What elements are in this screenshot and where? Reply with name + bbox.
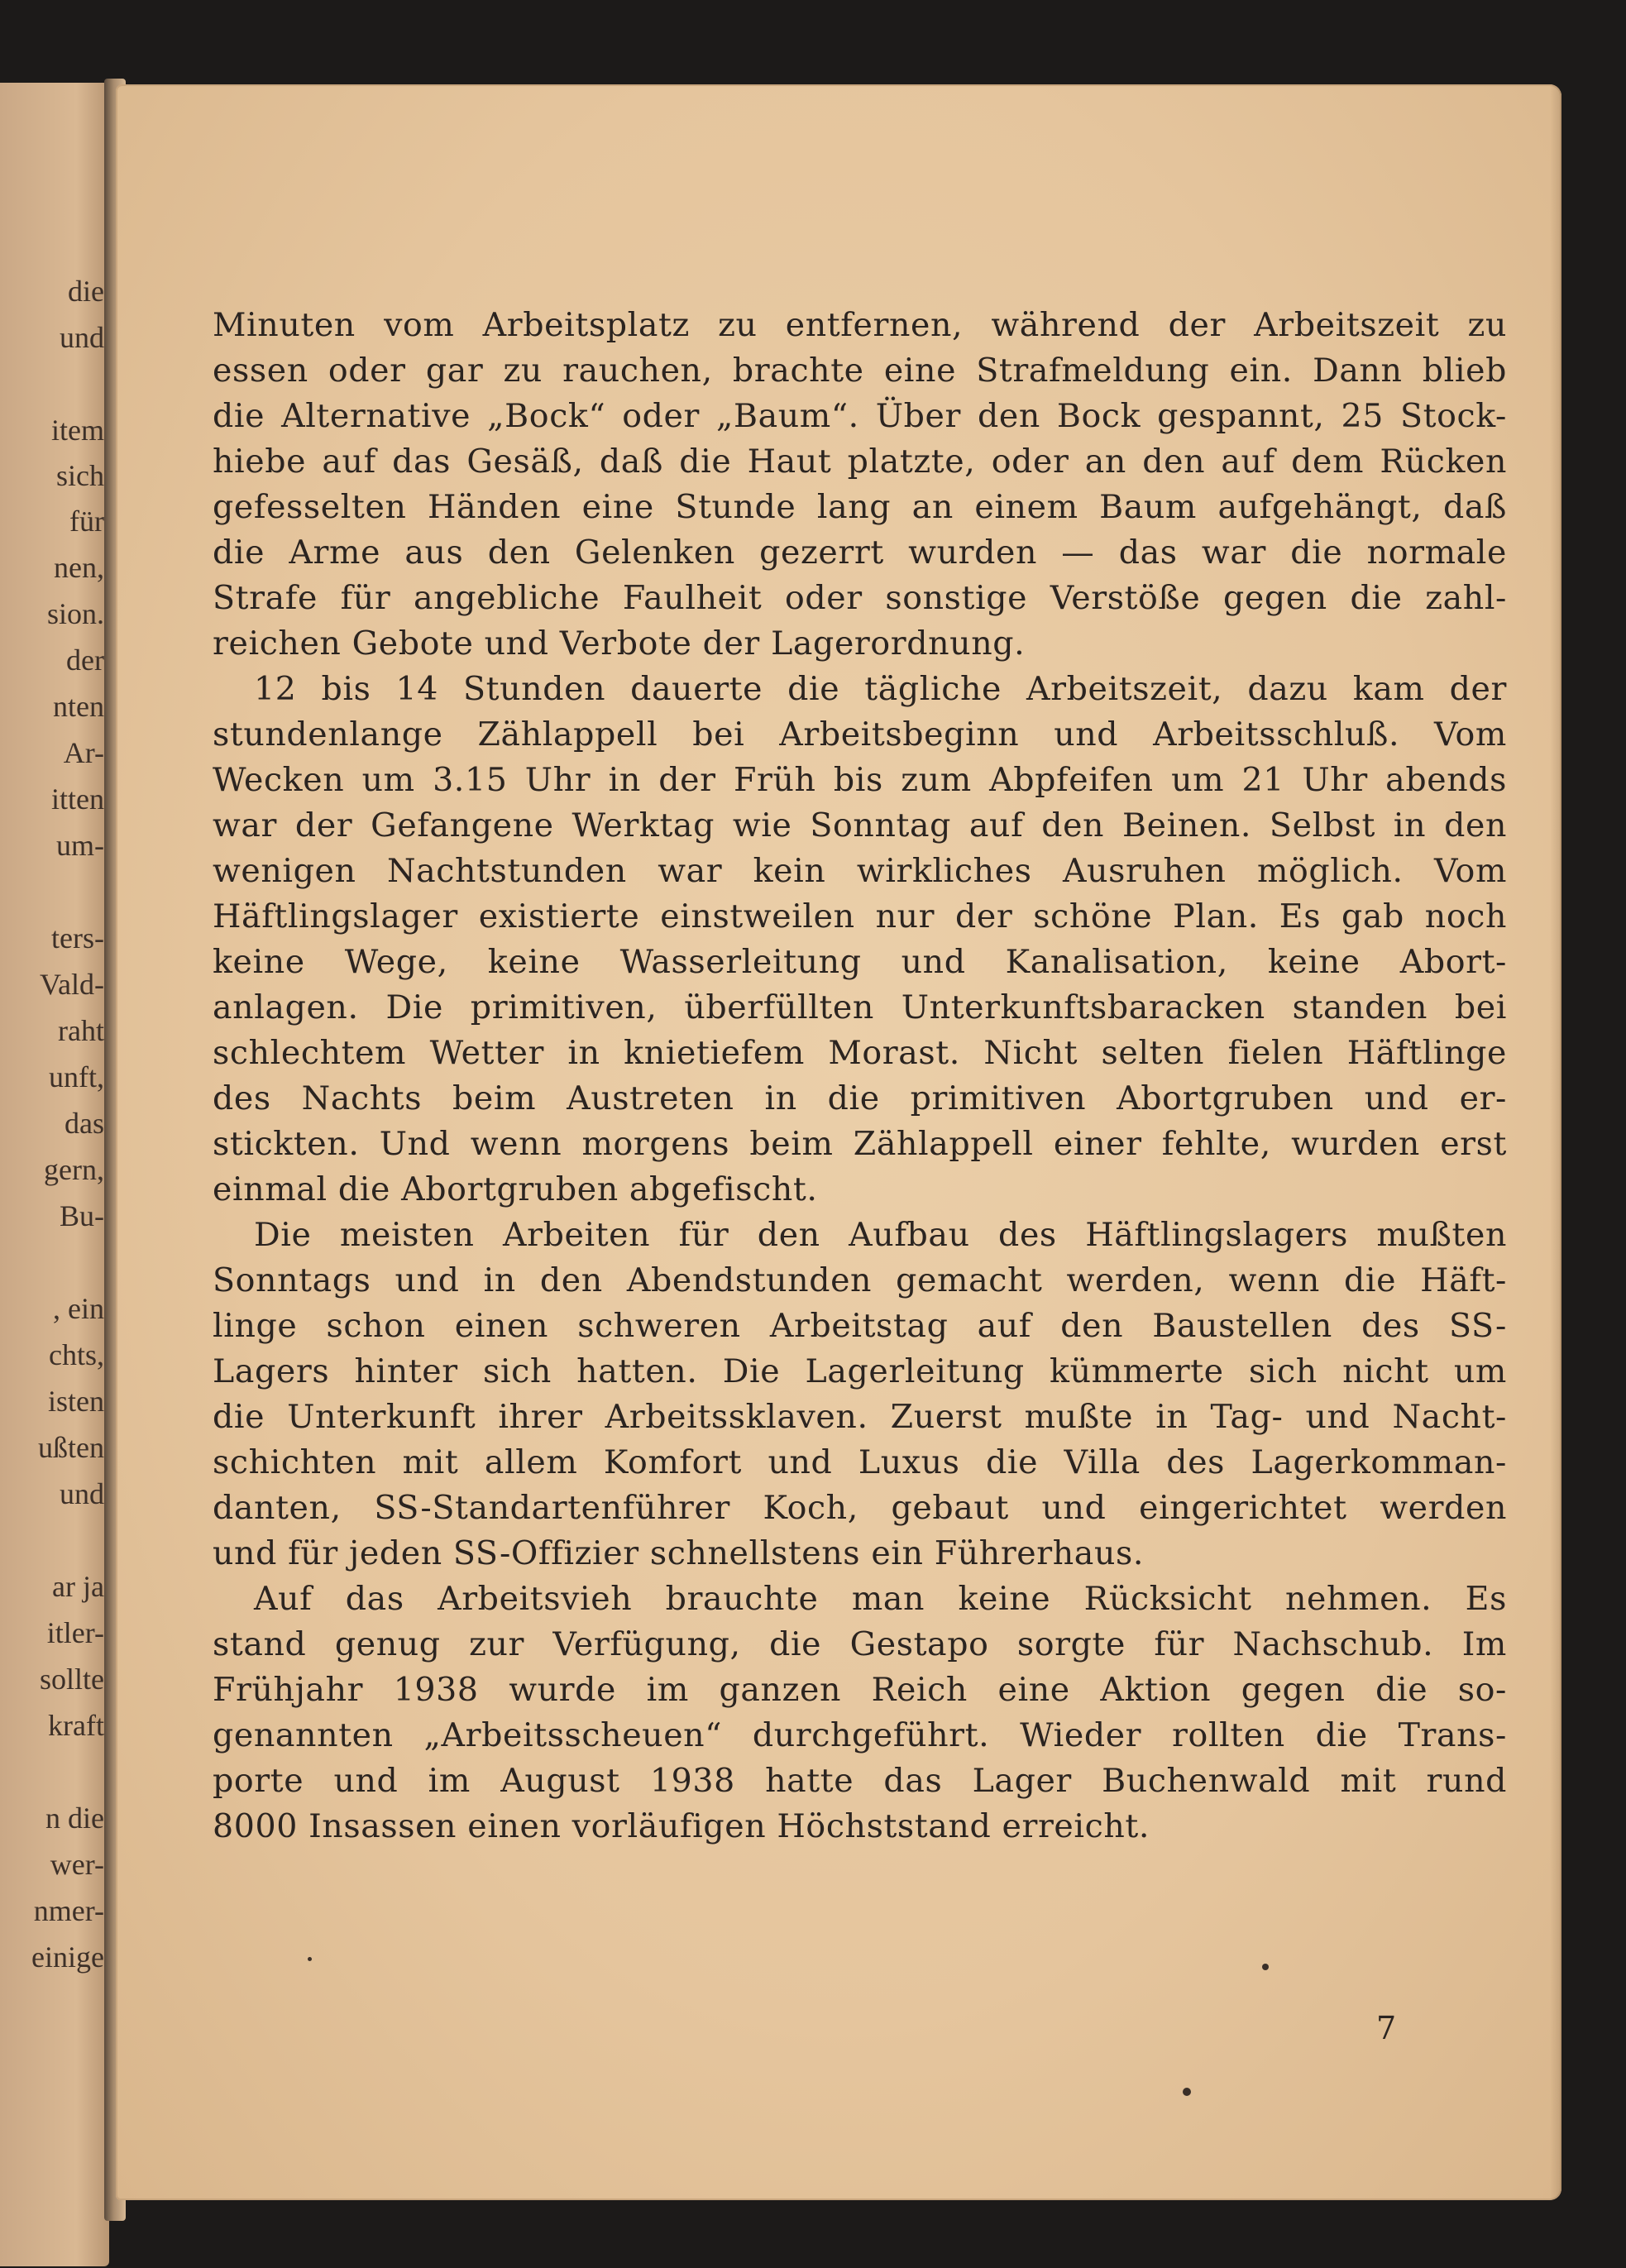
text-line: gefesselten Händen eine Stunde lang an einem Baum aufgehängt, daß <box>213 488 1507 526</box>
text-line: Häftlingslager existierte einstweilen nur der schöne Plan. Es gab noch <box>213 897 1507 935</box>
text-line: Auf das Arbeitsvieh brauchte man keine Rücksicht nehmen. Es <box>254 1580 1507 1618</box>
text-line: schichten mit allem Komfort und Luxus die Villa des Lagerkomman- <box>213 1443 1507 1481</box>
left-fragment: nten <box>53 690 104 723</box>
text-line: schlechtem Wetter in knietiefem Morast. Nicht selten fielen Häftlinge <box>213 1034 1507 1072</box>
text-line: danten, SS-Standartenführer Koch, gebaut und eingerichtet werden <box>213 1489 1507 1527</box>
left-fragment: raht <box>58 1014 104 1047</box>
previous-page-edge <box>0 83 109 2266</box>
text-line: Wecken um 3.15 Uhr in der Früh bis zum Abpfeifen um 21 Uhr abends <box>213 761 1507 799</box>
left-fragment: nmer- <box>33 1894 104 1927</box>
left-fragment: nen, <box>54 551 104 584</box>
text-line: stundenlange Zählappell bei Arbeitsbeginn und Arbeitsschluß. Vom <box>213 715 1507 754</box>
text-line: stickten. Und wenn morgens beim Zählappell einer fehlte, wurden erst <box>213 1125 1507 1163</box>
paragraph <box>213 1213 1507 1577</box>
text-line: die Unterkunft ihrer Arbeitssklaven. Zuerst mußte in Tag- und Nacht- <box>213 1398 1507 1436</box>
paragraph <box>213 1577 1507 1849</box>
text-line: genannten „Arbeitsscheuen“ durchgeführt. Wieder rollten die Trans- <box>213 1716 1507 1754</box>
left-fragment: für <box>69 505 104 538</box>
paper-speck <box>308 1957 312 1961</box>
text-line: reichen Gebote und Verbote der Lagerordnung. <box>213 624 1026 663</box>
left-fragment: ußten <box>38 1431 104 1464</box>
text-line: 12 bis 14 Stunden dauerte die tägliche Arbeitszeit, dazu kam der <box>254 670 1507 708</box>
text-line: einmal die Abortgruben abgefischt. <box>213 1170 818 1208</box>
left-fragment: Vald- <box>40 968 104 1001</box>
page-body <box>213 303 1507 1849</box>
left-fragment: itler- <box>46 1616 104 1649</box>
text-line: Lagers hinter sich hatten. Die Lagerleitung kümmerte sich nicht um <box>213 1352 1507 1390</box>
text-line: und für jeden SS-Offizier schnellstens ein Führerhaus. <box>213 1534 1145 1572</box>
left-fragment: Bu- <box>60 1199 104 1232</box>
left-fragment: isten <box>48 1385 104 1418</box>
left-fragment: der <box>66 644 104 677</box>
text-line: keine Wege, keine Wasserleitung und Kanalisation, keine Abort- <box>213 943 1507 981</box>
text-line: war der Gefangene Werktag wie Sonntag auf den Beinen. Selbst in den <box>213 806 1507 845</box>
left-fragment: und <box>60 321 104 354</box>
left-fragment: , ein <box>53 1292 104 1325</box>
text-line: linge schon einen schweren Arbeitstag auf den Baustellen des SS- <box>213 1307 1507 1345</box>
paragraph <box>213 303 1507 667</box>
paper-speck <box>1262 1964 1269 1970</box>
left-fragment: sollte <box>40 1663 104 1696</box>
left-fragment: gern, <box>44 1153 104 1186</box>
left-fragment: einige <box>31 1940 104 1974</box>
text-line: hiebe auf das Gesäß, daß die Haut platzte, oder an den auf dem Rücken <box>213 443 1507 481</box>
left-fragment: sion. <box>46 597 104 630</box>
page-edge <box>1550 84 1561 2200</box>
left-fragment: n die <box>45 1801 104 1835</box>
text-line: Sonntags und in den Abendstunden gemacht werden, wenn die Häft- <box>213 1261 1507 1299</box>
paper-speck <box>1183 2088 1191 2096</box>
text-line: 8000 Insassen einen vorläufigen Höchststand erreicht. <box>213 1807 1150 1845</box>
text-line: Minuten vom Arbeitsplatz zu entfernen, während der Arbeitszeit zu <box>213 306 1507 344</box>
left-fragment: ar ja <box>52 1570 104 1603</box>
page-number: 7 <box>1376 2010 1397 2046</box>
left-fragment: itten <box>51 782 104 816</box>
text-line: wenigen Nachtstunden war kein wirkliches Ausruhen möglich. Vom <box>213 852 1507 890</box>
text-line: die Alternative „Bock“ oder „Baum“. Über den Bock gespannt, 25 Stock- <box>213 397 1507 435</box>
left-fragment: chts, <box>49 1338 104 1371</box>
left-fragment: sich <box>56 459 104 492</box>
left-fragment: die <box>68 275 104 308</box>
text-line: Strafe für angebliche Faulheit oder sonstige Verstöße gegen die zahl- <box>213 579 1507 617</box>
paragraph <box>213 667 1507 1213</box>
left-fragment: Ar- <box>63 736 104 769</box>
text-line: stand genug zur Verfügung, die Gestapo sorgte für Nachschub. Im <box>213 1625 1507 1663</box>
text-line: Die meisten Arbeiten für den Aufbau des Häftlingslagers mußten <box>254 1216 1507 1254</box>
text-line: die Arme aus den Gelenken gezerrt wurden — das war die normale <box>213 534 1507 572</box>
left-fragment: und <box>60 1477 104 1510</box>
text-line: des Nachts beim Austreten in die primitiven Abortgruben und er- <box>213 1079 1507 1117</box>
text-line: essen oder gar zu rauchen, brachte eine Strafmeldung ein. Dann blieb <box>213 352 1507 390</box>
left-fragment: item <box>51 414 104 447</box>
text-line: Frühjahr 1938 wurde im ganzen Reich eine Aktion gegen die so- <box>213 1671 1507 1709</box>
text-line: anlagen. Die primitiven, überfüllten Unterkunftsbaracken standen bei <box>213 988 1507 1026</box>
book-page <box>116 84 1561 2200</box>
left-fragment: das <box>65 1107 104 1140</box>
left-fragment: wer- <box>50 1848 104 1881</box>
left-fragment: ters- <box>51 921 104 955</box>
left-fragment: unft, <box>49 1060 104 1093</box>
left-fragment: kraft <box>48 1709 104 1742</box>
text-line: porte und im August 1938 hatte das Lager Buchenwald mit rund <box>213 1762 1507 1800</box>
left-fragment: um- <box>56 829 104 862</box>
